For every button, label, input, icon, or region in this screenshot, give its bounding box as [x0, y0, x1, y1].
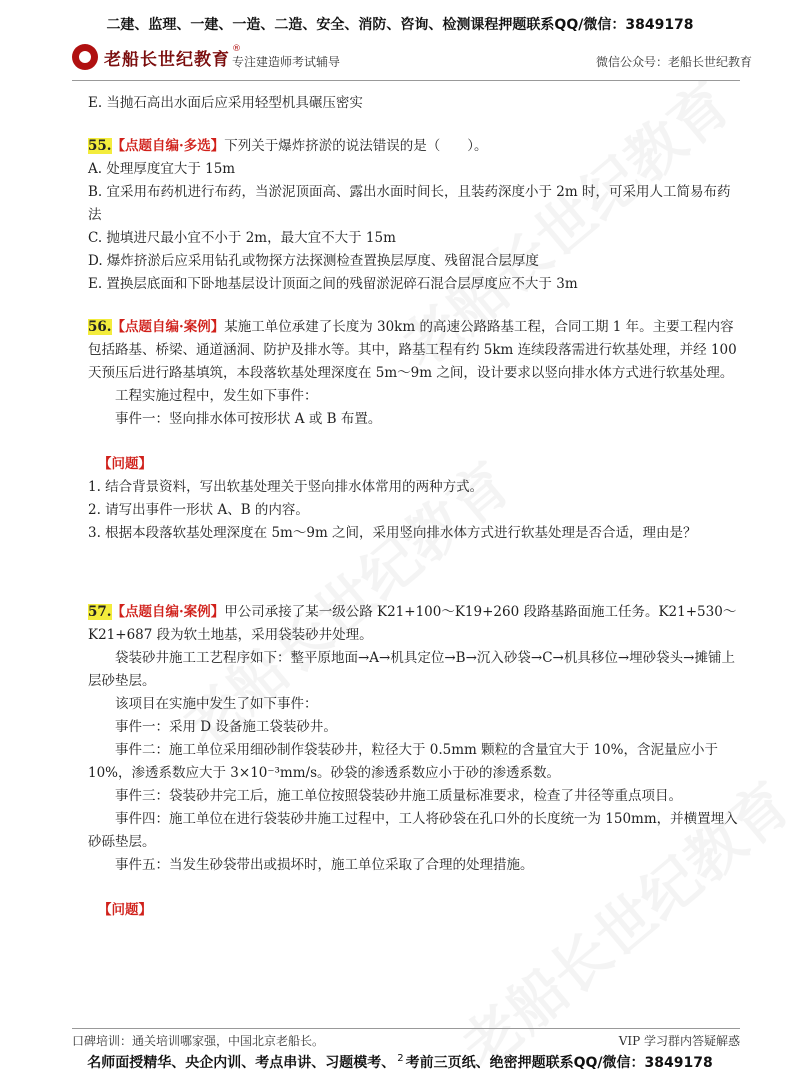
sub-question-3: 3. 根据本段落软基处理深度在 5m～9m 之间，采用竖向排水体方式进行软基处理是否合适，理由是？ — [88, 525, 697, 541]
sub-question-2: 2. 请写出事件一形状 A、B 的内容。 — [88, 502, 309, 518]
ship-wheel-icon — [72, 44, 98, 70]
page-number: 2 — [397, 1053, 404, 1064]
question-55-stem — [88, 135, 738, 158]
question-number: 55. — [88, 138, 112, 154]
question-text: 下列关于爆炸挤淤的说法错误的是（ ）。 — [224, 138, 488, 154]
option-e: E. 置换层底面和下卧地基层设计顶面之间的残留淤泥碎石混合层厚度应不大于 3m — [88, 276, 578, 292]
footer-vip: VIP 学习群内答疑解惑 — [618, 1034, 740, 1048]
bottom-banner-pre: 名师面授精华、央企内训、考点串讲、习题模考、 — [87, 1055, 396, 1071]
question-text: 甲公司承接了某一级公路 K21+100～K19+260 段路基路面施工任务。K21+530～K21+687 段为软土地基，采用袋装砂井处理。 — [88, 604, 737, 643]
header-wechat: 微信公众号：老船长世纪教育 — [595, 55, 752, 69]
previous-option-e: E. 当抛石高出水面后应采用轻型机具碾压密实 — [88, 95, 363, 111]
bottom-banner-post: 考前三页纸、绝密押题联系QQ/微信：3849178 — [405, 1055, 713, 1071]
question-number: 57. — [88, 604, 112, 620]
option-b: B. 宜采用布药机进行布药，当淤泥顶面高、露出水面时间长，且装药深度小于 2m 时，可采用人工简易布药法 — [88, 184, 731, 223]
question-tag: 【点题自编·案例】 — [111, 319, 225, 335]
question-text: 某施工单位承建了长度为 30km 的高速公路路基工程，合同工期 1 年。主要工程内容包括路基、桥梁、通道涵洞、防护及排水等。其中，路基工程有约 5km 连续段落需进行软基处理，并经 100 天预压后进行路基填筑，本段落软基处理深度在 5m～9m 之间，设计要求以竖向排水体方式进行软基处理。 — [88, 319, 737, 381]
footer-divider — [72, 1028, 740, 1029]
top-banner: 二建、监理、一建、一造、二造、安全、消防、咨询、检测课程押题联系QQ/微信：3849178 — [106, 17, 694, 33]
option-c: C. 抛填进尺最小宜不小于 2m，最大宜不大于 15m — [88, 230, 396, 246]
case-paragraph: 袋装砂井施工工艺程序如下：整平原地面→A→机具定位→B→沉入砂袋→C→机具移位→埋砂袋头→摊铺上层砂垫层。 — [88, 650, 735, 689]
case-event-5: 事件五：当发生砂袋带出或损坏时，施工单位采取了合理的处理措施。 — [115, 857, 534, 873]
logo — [72, 44, 241, 70]
case-event-1: 事件一：采用 D 设备施工袋装砂井。 — [115, 719, 337, 735]
blank-space — [88, 545, 738, 601]
case-event-1: 事件一：竖向排水体可按形状 A 或 B 布置。 — [115, 411, 382, 427]
question-56-stem — [88, 316, 738, 385]
option-a: A. 处理厚度宜大于 15m — [88, 161, 236, 177]
case-paragraph: 工程实施过程中，发生如下事件： — [115, 388, 318, 404]
bottom-banner — [0, 1052, 800, 1072]
header-slogan: 专注建造师考试辅导 — [232, 55, 341, 69]
footer-slogan: 口碑培训：通关培训哪家强，中国北京老船长。 — [72, 1034, 325, 1048]
questions-heading: 【问题】 — [98, 456, 152, 472]
questions-heading: 【问题】 — [98, 902, 152, 918]
page-header — [72, 44, 752, 78]
case-event-3: 事件三：袋装砂井完工后，施工单位按照袋装砂井施工质量标准要求，检查了井径等重点项目。 — [115, 788, 682, 804]
document-body — [88, 92, 738, 922]
logo-text: 老船长世纪教育 — [104, 49, 230, 70]
case-paragraph: 该项目在实施中发生了如下事件： — [115, 696, 318, 712]
question-number: 56. — [88, 319, 112, 335]
header-divider — [72, 80, 740, 81]
question-tag: 【点题自编·多选】 — [111, 138, 225, 154]
question-tag: 【点题自编·案例】 — [111, 604, 225, 620]
question-57-stem — [88, 601, 738, 647]
sub-question-1: 1. 结合背景资料，写出软基处理关于竖向排水体常用的两种方式。 — [88, 479, 484, 495]
registered-mark: ® — [232, 44, 241, 54]
case-event-2: 事件二：施工单位采用细砂制作袋装砂井，粒径大于 0.5mm 颗粒的含量宜大于 10%，含泥量应小于 10%，渗透系数应大于 3×10⁻³mm/s。砂袋的渗透系数应小于砂的渗透系数。 — [88, 742, 718, 781]
case-event-4: 事件四：施工单位在进行袋装砂井施工过程中，工人将砂袋在孔口外的长度统一为 150mm，并横置埋入砂砾垫层。 — [88, 811, 738, 850]
option-d: D. 爆炸挤淤后应采用钻孔或物探方法探测检查置换层厚度、残留混合层厚度 — [88, 253, 539, 269]
